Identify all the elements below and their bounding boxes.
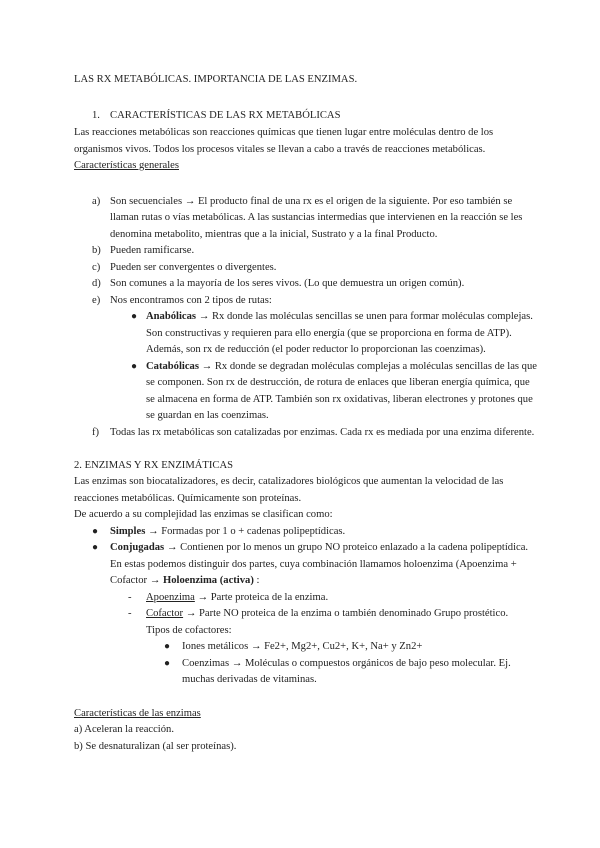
dash-marker: - (128, 608, 132, 619)
section-1-intro-line: Las reacciones metabólicas son reacciones químicas que tienen lugar entre moléculas dentro de los (74, 127, 494, 138)
item-marker: b) (92, 245, 101, 256)
simples-term: Simples (110, 526, 146, 537)
item-marker: d) (92, 278, 101, 289)
catabolic-term: Catabólicas (146, 361, 199, 372)
item-marker: c) (92, 262, 101, 273)
conjugadas-line-3 (110, 573, 259, 590)
colon-text: : (253, 575, 260, 586)
item-b-text: Pueden ramificarse. (110, 245, 195, 256)
simples-definition: → Formadas por 1 o + cadenas polipeptídicas. (145, 526, 346, 537)
item-d-text: Son comunes a la mayoría de los seres vivos. (Lo que demuestra un origen común). (110, 278, 465, 289)
item-marker: a) (92, 196, 101, 207)
anabolic-definition: → Rx donde las moléculas sencillas se unen para formar moléculas complejas. (196, 311, 533, 322)
catabolic-line: se almacena en forma de ATP. También son rx oxidativas, liberan electrones y protones que (146, 394, 533, 405)
enzyme-characteristic-item: a) Aceleran la reacción. (74, 724, 174, 735)
conjugadas-line (110, 540, 528, 557)
section-1-number: 1. (92, 110, 100, 121)
coenzymes-line: muchas derivadas de vitaminas. (182, 674, 317, 685)
coenzymes-line: Coenzimas → Moléculas o compuestos orgánicos de bajo peso molecular. Ej. (182, 658, 511, 669)
conjugadas-definition: → Contienen por lo menos un grupo NO proteico enlazado a la cadena polipeptídica. (164, 542, 529, 553)
section-2-intro-line: Las enzimas son biocatalizadores, es decir, catalizadores biológicos que aumentan la velocidad de las (74, 476, 504, 487)
item-e-text: Nos encontramos con 2 tipos de rutas: (110, 295, 272, 306)
catabolic-definition: → Rx donde se degradan moléculas complejas a moléculas sencillas de las que (198, 361, 537, 372)
cofactor-term: Cofactor (146, 608, 184, 619)
item-a-line: denomina metabolito, mientras que a la inicial, Sustrato y a la final Producto. (110, 229, 438, 240)
bullet-icon: ● (131, 311, 138, 322)
section-2-intro-line: reacciones metabólicas. Químicamente son proteínas. (74, 493, 302, 504)
bullet-icon: ● (92, 526, 99, 537)
section-1-intro-line: organismos vivos. Todos los procesos vitales se llevan a cabo a través de reacciones metabólicas. (74, 144, 486, 155)
item-c-text: Pueden ser convergentes o divergentes. (110, 262, 277, 273)
simples-line (110, 524, 345, 541)
catabolic-route-line (146, 359, 537, 376)
bullet-icon: ● (131, 361, 138, 372)
item-a-line: Son secuenciales → El producto final de una rx es el origen de la siguiente. Por eso también se (110, 196, 513, 207)
holoenzima-term: Holoenzima (activa) (162, 575, 254, 586)
item-a-line: llaman rutas o vías metabólicas. A las sustancias intermedias que intervienen en la reacción se les (110, 212, 523, 223)
section-2-heading: 2. ENZIMAS Y RX ENZIMÁTICAS (74, 460, 233, 471)
apoenzima-definition: → Parte proteica de la enzima. (194, 592, 329, 603)
conjugadas-line-2: En estas podemos distinguir dos partes, cuya combinación llamamos holoenzima (Apoenzima + (110, 559, 517, 570)
cofactor-definition: → Parte NO proteica de la enzima o también denominado Grupo prostético. (183, 608, 509, 619)
metal-ions-line: Iones metálicos → Fe2+, Mg2+, Cu2+, K+, Na+ y Zn2+ (182, 641, 423, 652)
anabolic-route-line (146, 309, 533, 326)
cofactor-line (146, 606, 508, 623)
anabolic-term: Anabólicas (146, 311, 197, 322)
cofactor-types-label: Tipos de cofactores: (146, 625, 232, 636)
anabolic-line: Son constructivas y requieren para ello energía (que se proporciona en forma de ATP). (146, 328, 512, 339)
item-marker: e) (92, 295, 101, 306)
apoenzima-term: Apoenzima (146, 592, 195, 603)
anabolic-line: Además, son rx de reducción (el poder reductor lo proporcionan las coenzimas). (146, 344, 486, 355)
section-1-heading: CARACTERÍSTICAS DE LAS RX METABÓLICAS (110, 110, 341, 121)
dash-marker: - (128, 592, 132, 603)
enzyme-characteristics-heading: Características de las enzimas (74, 708, 201, 719)
catabolic-line: se componen. Son rx de destrucción, de rotura de enlaces que liberan energía química, que (146, 377, 530, 388)
catabolic-line: se guardan en las coenzimas. (146, 410, 269, 421)
item-f-text: Todas las rx metabólicas son catalizadas por enzimas. Cada rx es mediada por una enzima diferente. (110, 427, 535, 438)
general-characteristics-heading: Características generales (74, 160, 179, 171)
bullet-icon: ● (164, 658, 171, 669)
conjugadas-term: Conjugadas (110, 542, 165, 553)
section-2-intro-line: De acuerdo a su complejidad las enzimas se clasifican como: (74, 509, 333, 520)
cofactor-arrow-text: Cofactor → (110, 575, 163, 586)
enzyme-characteristic-item: b) Se desnaturalizan (al ser proteínas). (74, 741, 237, 752)
apoenzima-line (146, 590, 328, 607)
bullet-icon: ● (164, 641, 171, 652)
document-title: LAS RX METABÓLICAS. IMPORTANCIA DE LAS ENZIMAS. (74, 74, 358, 85)
bullet-icon: ● (92, 542, 99, 553)
item-marker: f) (92, 427, 100, 438)
